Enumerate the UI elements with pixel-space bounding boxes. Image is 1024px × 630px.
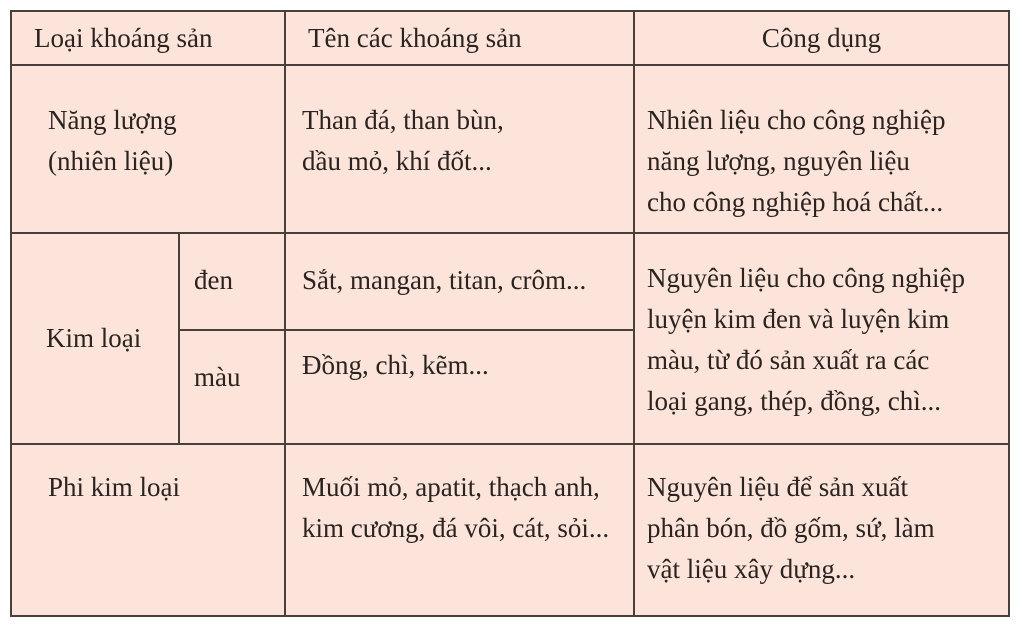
table-row-energy xyxy=(11,65,1009,233)
header-mineral-names: Tên các khoáng sản xyxy=(285,11,634,65)
minerals-table-container xyxy=(10,10,1008,614)
cell-use-energy: Nhiên liệu cho công nghiệp năng lượng, nguyên liệu cho công nghiệp hoá chất... xyxy=(634,65,1009,233)
cell-subtype-ferrous: đen xyxy=(179,233,285,330)
table-row-nonmetal xyxy=(11,444,1009,616)
cell-names-nonferrous: Đồng, chì, kẽm... xyxy=(285,330,634,444)
cell-type-energy: Năng lượng (nhiên liệu) xyxy=(11,65,285,233)
cell-type-metal: Kim loại xyxy=(11,233,179,444)
table-row-metal-ferrous xyxy=(11,233,1009,330)
cell-type-nonmetal: Phi kim loại xyxy=(11,444,285,616)
cell-names-nonmetal: Muối mỏ, apatit, thạch anh, kim cương, đá vôi, cát, sỏi... xyxy=(285,444,634,616)
cell-use-metal: Nguyên liệu cho công nghiệp luyện kim đen và luyện kim màu, từ đó sản xuất ra các loại gang, thép, đồng, chì... xyxy=(634,233,1009,444)
cell-names-ferrous: Sắt, mangan, titan, crôm... xyxy=(285,233,634,330)
header-mineral-type: Loại khoáng sản xyxy=(11,11,285,65)
minerals-table xyxy=(10,10,1010,617)
cell-names-energy: Than đá, than bùn, dầu mỏ, khí đốt... xyxy=(285,65,634,233)
header-row xyxy=(11,11,1009,65)
cell-subtype-nonferrous: màu xyxy=(179,330,285,444)
cell-use-nonmetal: Nguyên liệu để sản xuất phân bón, đồ gốm, sứ, làm vật liệu xây dựng... xyxy=(634,444,1009,616)
header-usage: Công dụng xyxy=(634,11,1009,65)
